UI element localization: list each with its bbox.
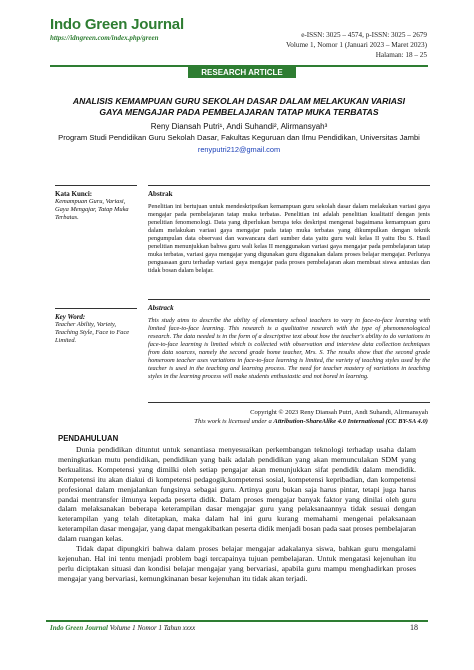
footer-journal-name: Indo Green Journal	[50, 624, 108, 632]
abstrak-title: Abstrak	[148, 190, 173, 198]
keywords-id-top-rule	[55, 185, 137, 186]
journal-issue-info	[286, 30, 427, 60]
license-line	[128, 417, 428, 426]
abstrak-text: Penelitian ini bertujuan untuk mendeskripsikan kemampuan guru sekolah dasar dalam melakukan variasi gaya mengajar pada pembelajaran tatap muka terbatas. Penelitian ini adalah penelitian kualitatif dengan jenis penelitian fenomenologi. Data yang diperlukan berupa teks deskripsi mengenai bagaimana kemampuan guru dalam melakukan variasi gaya mengajar pada tatap muka terbatas yang dikumpulkan dengan teknik pengumpulan data observasi dan wawancara dari sumber data yaitu guru wali kelas II yaitu Ibu S. Hasil penelitian menunjukkan bahwa guru wali kelas II menggunakan variasi gaya mengajar pada pembelajaran tatap muka terbatas, variasi gaya mengajar yang digunakan guru digunakan dalam proses belajar mengajar. Perlunya penguasaan guru terhadap variasi gaya mengajar pada proses pembelajaran akan membuat siswa antusias dan tidak bosan dalam belajar.	[148, 203, 430, 275]
paragraph: Tidak dapat dipungkiri bahwa dalam proses belajar mengajar adakalanya siswa, bahkan guru mengalami kejenuhan. Hal ini tentu menjadi problem bagi tercapainya tujuan pembelajaran. Untuk mengatasi kejenuhan itu perlu diciptakan situasi dan kondisi belajar mengajar yang bervariasi, apabila guru mampu menghadirkan proses mengajar yang bervariasi, kemungkinanan besar kejenuhan itu tidak akan terjadi.	[58, 544, 416, 583]
abstract-text: This study aims to describe the ability of elementary school teachers to vary in face-to-face learning with limited face-to-face learning. This research is a qualitative research with the type of phenomenological research. The data needed is in the form of a descriptive text about how the teacher's ability to do variations in face-to-face learning is limited which is collected with observation and interview data collection techniques from data sources, namely the second grade home teacher, Mrs. S. The results show that the second grade homeroom teacher uses variations in face-to-face learning is limited, the variety of teaching styles used by the teacher is used in the teaching and learning process. The need for teacher mastery of variations in teaching styles in the learning process will make students enthusiastic and not bored in learning.	[148, 317, 430, 381]
title-line-2: GAYA MENGAJAR PADA PEMBELAJARAN TATAP MUKA TERBATAS	[99, 107, 379, 117]
copyright-notice	[128, 408, 428, 426]
keywords-en-title: Key Word:	[55, 313, 86, 321]
copyright-line: Copyright © 2023 Reny Diansah Putri, Andi Suhandi, Alirmansyah	[250, 409, 428, 416]
abstract-title: Abstrack	[148, 304, 174, 312]
footer-citation	[50, 624, 195, 632]
author-email-link[interactable]: renyputri212@gmail.com	[197, 145, 281, 154]
keywords-id-text: Kemampuan Guru, Variasi, Gaya Mengajar, Tatap Muka Terbatas.	[55, 198, 129, 221]
keywords-en-top-rule	[55, 308, 137, 309]
pages-text: Halaman: 18 – 25	[375, 51, 427, 59]
affiliation: Program Studi Pendidikan Guru Sekolah Dasar, Fakultas Keguruan dan Ilmu Pendidikan, Universitas Jambi	[58, 133, 420, 142]
footer-divider	[46, 620, 428, 622]
research-article-badge: RESEARCH ARTICLE	[188, 67, 296, 78]
paragraph: Dunia pendidikan dituntut untuk senantiasa menyesuaikan perkembangan teknologi terhadap usaha dalam meningkatkan mutu pendidikan, pendidikan yang baik adalah pendidikan yang akan memunculakan SDM yang berkualitas. Kompetensi yang dimilki oleh setiap pengajar akan menunjukkan sifat pendidik dalam mendidik. Kompetensi itu akan diakui di kompetensi pedagogik,kompetensi sosial, kompetensi kepribadian, dan kompetensi profesional dalam menjalankan fungsinya sebagai guru. Artinya guru bukan saja harus pintar, tetapi juga harus pandai mentransfer ilmunya kepada peserta didik. Dalam proses mengajar banyak faktor yang dinilai oleh guru dalam melaksanakan beberapa keterampilan dasar mengajar guru yang pelaksanaannya tidak sesuai dengan keterampilan yang telah ditetapkan, maka dalam hal ini guru kurang memahami mengenai pelaksanaan keterampilan dasar mengajar, yang dapat mengakibatkan peserta didik menjadi bosan pada saat proses pembelajaran dalam ruangan kelas.	[58, 445, 416, 544]
keywords-id-title: Kata Kunci:	[55, 190, 93, 198]
journal-url-link[interactable]: https://idngreen.com/index.php/green	[50, 34, 159, 42]
authors: Reny Diansah Putri¹, Andi Suhandi², Alirmansyah³	[150, 122, 328, 131]
section-heading: PENDAHULUAN	[58, 434, 119, 443]
license-prefix: This work is licensed under a	[194, 418, 274, 425]
keywords-id	[55, 190, 137, 222]
abstract-top-rule	[148, 299, 430, 300]
title-line-1: ANALISIS KEMAMPUAN GURU SEKOLAH DASAR DALAM MELAKUKAN VARIASI	[72, 96, 406, 106]
abstract-bottom-rule	[148, 402, 430, 403]
section-body	[58, 445, 416, 584]
footer-issue: Volume 1 Nomor 1 Tahun xxxx	[109, 624, 196, 632]
article-title	[50, 96, 428, 118]
journal-name: Indo Green Journal	[50, 16, 184, 33]
page-number: 18	[410, 623, 418, 632]
issn-text: e-ISSN: 3025 – 4574, p-ISSN: 3025 – 2679	[301, 31, 427, 39]
abstrak	[148, 190, 430, 275]
license-link[interactable]: Attribution-ShareAlike 4.0 International (CC BY-SA 4.0)	[273, 418, 428, 425]
keywords-en-text: Teacher Ability, Variety, Teaching Style, Face to Face Limited.	[55, 321, 130, 344]
abstrak-top-rule	[148, 185, 430, 186]
keywords-en	[55, 313, 137, 345]
abstract	[148, 304, 430, 381]
volume-text: Volume 1, Nomor 1 (Januari 2023 – Maret 2023)	[286, 41, 427, 49]
